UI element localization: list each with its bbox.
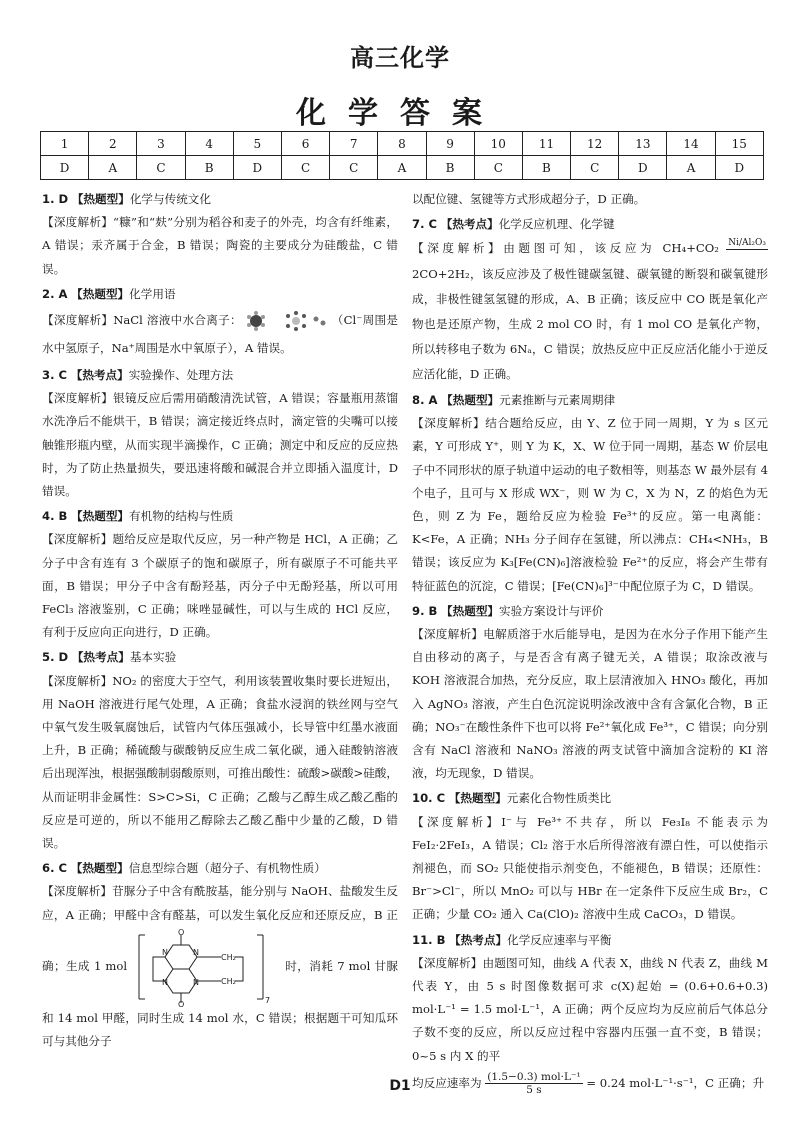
svg-text:N: N: [193, 977, 200, 987]
question-number-cell: 13: [619, 132, 667, 156]
answer-table-answers-row: [41, 156, 764, 180]
item-tag: 【热题型】: [71, 192, 130, 206]
answer-item-7: [412, 213, 768, 387]
item-number: 10. C: [412, 791, 446, 806]
question-number-cell: 6: [281, 132, 329, 156]
item-explanation: 【深度解析】I⁻与 Fe³⁺不共存，所以 Fe₃I₈ 不能表示为 FeI₂·2FeI₃，A 错误；Cl₂ 溶于水后所得溶液有漂白性，可以使指示剂褪色，而 SO₂ 只能使指示剂变色，不能褪色，B 错误；还原性：Br⁻>Cl⁻，所以 MnO₂ 可以与 HBr 在一定条件下反应生成 Br₂，C 正确；少量 CO₂ 通入 Ca(ClO)₂ 溶液中生成 CaCO₃，D 错误。: [412, 814, 768, 922]
item-explanation: 【深度解析】由题图可知，该反应为 CH₄+CO₂: [412, 241, 719, 256]
answer-item-2: [42, 283, 398, 362]
answer-cell: B: [522, 156, 570, 180]
answer-item-5: [42, 646, 398, 855]
answer-cell: C: [137, 156, 185, 180]
item-explanation: 【深度解析】苷脲分子中含有酰胺基，能分别与 NaOH、盐酸发生反应，A 正确；甲醛中含有醛基，可以发生氧化反应和还原反应，B 正确；生成 1 mol: [42, 884, 398, 973]
page-number: D1: [389, 1078, 411, 1094]
answer-item-11: [412, 929, 768, 1098]
item-number: 7. C: [412, 217, 438, 232]
svg-text:N: N: [193, 947, 200, 957]
svg-text:CH₂: CH₂: [221, 952, 236, 962]
answer-table: [40, 131, 764, 180]
cucurbituril-structure: [131, 927, 281, 1007]
item-number: 4. B: [42, 509, 68, 524]
answer-item-10: [412, 787, 768, 926]
question-number-cell: 11: [522, 132, 570, 156]
item-tag: 【热考点】: [70, 368, 129, 383]
item-tag: 【热题型】: [71, 509, 130, 524]
answer-item-6: [42, 857, 398, 1053]
question-number-cell: 8: [378, 132, 426, 156]
question-number-cell: 4: [185, 132, 233, 156]
answer-table-numbers-row: [41, 132, 764, 156]
item-tag: 【热题型】: [71, 286, 130, 301]
answer-cell: D: [233, 156, 281, 180]
item-explanation: 【深度解析】题给反应是取代反应，另一种产物是 HCl，A 正确；乙分子中含有连有 3 个碳原子的饱和碳原子，所有碳原子不可能共平面，B 错误；甲分子中含有酚羟基，丙分子中无酚羟基，所以可用 FeCl₃ 溶液鉴别，C 正确；咪唑显碱性，可以与生成的 HCl 反应，有利于反应向正向进行，D 正确。: [42, 532, 398, 640]
answer-cell: C: [474, 156, 522, 180]
item-topic: 实验方案设计与评价: [499, 603, 604, 618]
item-topic: 基本实验: [129, 650, 177, 665]
reaction-catalyst: Ni/Al₂O₃: [728, 237, 766, 248]
item-number: 9. B: [412, 603, 438, 618]
question-number-cell: 12: [571, 132, 619, 156]
item-tag: 【热题型】: [70, 861, 129, 876]
fraction-denominator: 5 s: [526, 1084, 542, 1097]
item-number: 6. C: [42, 861, 68, 876]
item-explanation: 【深度解析】由题图可知，曲线 A 代表 X，曲线 N 代表 Z，曲线 M 代表 Y，由 5 s 时图像数据可求 c(X)起始 = (0.6+0.6+0.3) mol·L⁻¹ = 1.5 mol·L⁻¹，A 正确；两个反应均为反应前后气体总分子数不变的反应，所以反应过程中容器内压强一直不变，B 错误；0~5 s 内 X 的平: [412, 955, 768, 1063]
item-topic: 化学用语: [129, 286, 176, 301]
left-column: [42, 188, 398, 1055]
item-explanation-cont: 均反应速率为: [412, 1075, 482, 1090]
item-topic: 元素推断与元素周期律: [499, 392, 616, 407]
item-number: 2. A: [42, 286, 68, 301]
answer-item-8: [412, 389, 768, 598]
item-topic: 化学反应速率与平衡: [507, 932, 612, 947]
answers-title: 化学答案: [296, 96, 504, 131]
svg-text:O: O: [178, 999, 185, 1007]
svg-text:O: O: [178, 927, 185, 937]
question-number-cell: 1: [41, 132, 89, 156]
answer-item-3: [42, 364, 398, 503]
reaction-arrow: [726, 237, 768, 262]
item-tag: 【热题型】: [448, 791, 507, 806]
answer-item-1: [42, 188, 398, 281]
item-number: 11. B: [412, 932, 446, 947]
item-number: 8. A: [412, 392, 438, 407]
svg-text:7: 7: [265, 995, 271, 1005]
svg-text:CH₂: CH₂: [221, 976, 236, 986]
item-explanation: 【深度解析】结合题给反应，由 Y、Z 位于同一周期，Y 为 s 区元素，Y 可形成 Y⁺，则 Y 为 K，X、W 位于同一周期，基态 W 价层电子中不同形状的原子轨道中运动的电子数相等，则基态 W 最外层有 4 个电子，且可与 X 形成 WX⁻，则 W 为 C，X 为 N，Z 的焰色为无色，则 Z 为 Fe，题给反应为检验 Fe³⁺的反应。第一电离能：K<Fe，A 正确；NH₃ 分子间存在氢键，所以沸点：CH₄<NH₃，B 错误；该反应为 K₃[Fe(CN)₆]溶液检验 Fe²⁺的反应，将会产生带有特征蓝色的沉淀，C 错误；[Fe(CN)₆]³⁻中配位原子为 C，D 错误。: [412, 416, 768, 593]
item-topic: 元素化合物性质类比: [506, 791, 612, 806]
question-number-cell: 3: [137, 132, 185, 156]
answer-cell: D: [715, 156, 763, 180]
item-number: 3. C: [42, 368, 68, 383]
answer-cell: D: [619, 156, 667, 180]
item-topic: 化学与传统文化: [129, 192, 211, 206]
item-topic: 信息型综合题（超分子、有机物性质）: [128, 861, 326, 876]
question-number-cell: 5: [233, 132, 281, 156]
answer-cell: A: [667, 156, 715, 180]
item-explanation-cont: 2CO+2H₂，该反应涉及了极性键碳氢键、碳氧键的断裂和碳氧键形成，非极性键氢氢键的形成，A、B 正确；该反应中 CO 既是氧化产物也是还原产物，生成 2 mol CO 时，有 1 mol CO 是氧化产物，所以转移电子数为 6Nₐ，C 错误；放热反应中正反应活化能小于逆反应活化能，D 正确。: [412, 266, 768, 381]
page-title: 高三化学: [350, 44, 450, 72]
question-number-cell: 10: [474, 132, 522, 156]
item-tag: 【热题型】: [441, 603, 500, 618]
answer-cell: C: [330, 156, 378, 180]
question-number-cell: 15: [715, 132, 763, 156]
answer-item-4: [42, 505, 398, 644]
item-number: 1. D: [42, 192, 69, 206]
item-tag: 【热考点】: [71, 650, 130, 665]
question-number-cell: 7: [330, 132, 378, 156]
item-tag: 【热题型】: [441, 392, 500, 407]
item-topic: 实验操作、处理方法: [128, 368, 234, 383]
item-explanation-cont: 时，消耗 7 mol 甘脲和 14 mol 甲醛，同时生成 14 mol 水，C 错误；根据题干可知瓜环可与其他分子: [42, 958, 399, 1049]
item-topic: 有机物的结构与性质: [129, 509, 234, 524]
question-number-cell: 9: [426, 132, 474, 156]
item-explanation: 【深度解析】NO₂ 的密度大于空气，利用该装置收集时要长进短出，用 NaOH 溶液进行尾气处理，A 正确；食盐水浸润的铁丝网与空气中氧气发生吸氧腐蚀后，试管内气体压强减小，长导管中红墨水液面上升，B 正确；稀硫酸与碳酸钠反应生成二氧化碳，通入硅酸钠溶液后出现浑浊，根据强酸制弱酸原则，可推出酸性：硫酸>碳酸>硅酸，从而证明非金属性：S>C>Si，C 正确；乙酸与乙醇生成乙酸乙酯的反应是可逆的，所以不能用乙醇除去乙酸乙酯中少量的乙酸，D 错误。: [42, 673, 398, 851]
answer-cell: D: [41, 156, 89, 180]
item-explanation: 【深度解析】银镜反应后需用硝酸清洗试管，A 错误；容量瓶用蒸馏水洗净后不能烘干，B 错误；滴定接近终点时，滴定管的尖嘴可以接触锥形瓶内壁，从而实现半滴操作，C 正确；测定中和反应的反应热时，为了防止热量损失，要迅速将酸和碱混合并立即插入温度计，D 错误。: [42, 391, 398, 499]
hydrated-ions-diagram: [246, 311, 328, 331]
question-number-cell: 2: [89, 132, 137, 156]
svg-text:N: N: [162, 947, 169, 957]
item-topic: 化学反应机理、化学键: [498, 217, 615, 232]
svg-text:N: N: [162, 977, 169, 987]
right-column: [412, 188, 768, 1100]
item-tag: 【热考点】: [449, 932, 508, 947]
question-number-cell: 14: [667, 132, 715, 156]
answer-cell: A: [378, 156, 426, 180]
item-explanation: 【深度解析】“糠”和“麸”分别为稻谷和麦子的外壳，均含有纤维素，A 错误；汞齐属于合金，B 错误；陶瓷的主要成分为硅酸盐，C 错误。: [42, 215, 398, 276]
answer-cell: B: [426, 156, 474, 180]
answer-cell: C: [571, 156, 619, 180]
item-explanation: 【深度解析】NaCl 溶液中水合离子：: [42, 313, 242, 328]
item-explanation: 【深度解析】电解质溶于水后能导电，是因为在水分子作用下能产生自由移动的离子，与是否含有离子键无关，A 错误；取涂改液与 KOH 溶液混合加热，充分反应，取上层清液加入 HNO₃ 酸化，再加入 AgNO₃ 溶液，产生白色沉淀说明涂改液中含有含氯化合物，B 正确；NO₃⁻在酸性条件下也可以将 Fe²⁺氧化成 Fe³⁺，C 错误；向分别含有 NaCl 溶液和 NaNO₃ 溶液的两支试管中滴加含淀粉的 KI 溶液，均无现象，D 错误。: [412, 626, 768, 781]
answer-cell: C: [281, 156, 329, 180]
answer-cell: A: [89, 156, 137, 180]
fraction-numerator: (1.5−0.3) mol·L⁻¹: [487, 1071, 581, 1084]
answer-item-6-cont: [412, 188, 768, 211]
item-explanation-cont: （Cl⁻周围是水中氢原子，Na⁺周围是水中氧原子），A 错误。: [42, 313, 398, 356]
item-number: 5. D: [42, 650, 69, 665]
item-tag: 【热考点】: [440, 217, 499, 232]
item-explanation: 以配位键、氢键等方式形成超分子，D 正确。: [412, 192, 646, 206]
answer-item-9: [412, 600, 768, 786]
answer-cell: B: [185, 156, 233, 180]
item-explanation-cont: = 0.24 mol·L⁻¹·s⁻¹，C 正确；升: [586, 1075, 765, 1090]
